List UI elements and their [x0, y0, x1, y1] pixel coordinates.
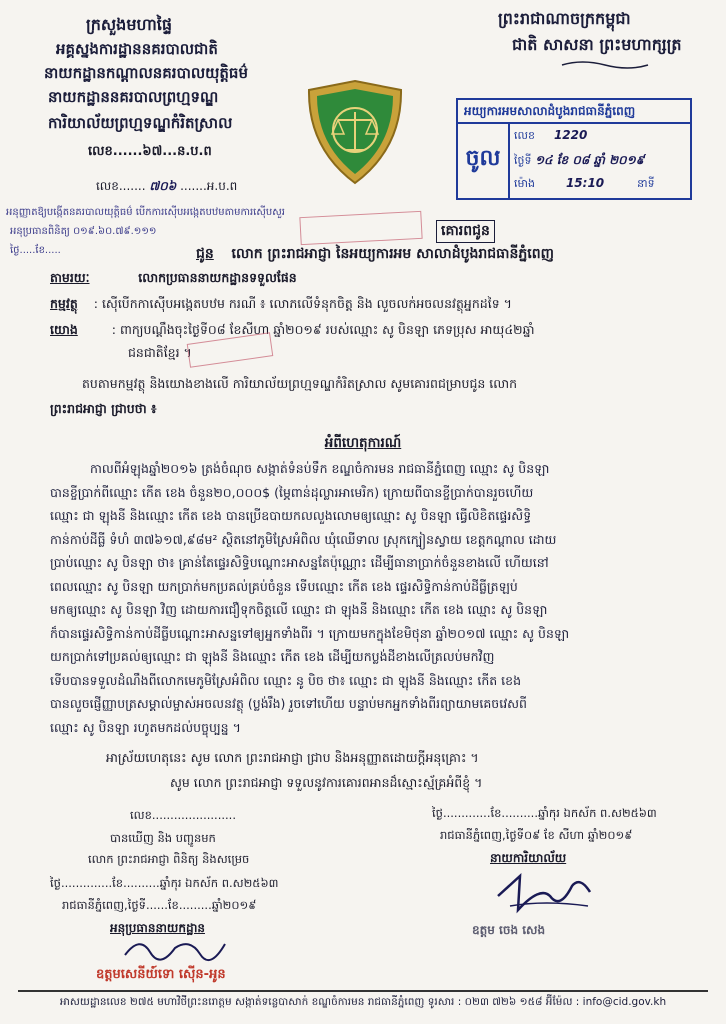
central-department-name: នាយកដ្ឋានកណ្តាលនគរបាលយុត្តិធម៌ [44, 64, 248, 82]
motto: ជាតិ សាសនា ព្រះមហាក្សត្រ [512, 35, 682, 54]
ornament-icon [560, 60, 650, 70]
stamp-time-row: ម៉ោង 15:10 នាទី [514, 176, 655, 190]
left-signature-icon [120, 930, 230, 966]
criminal-department-name: នាយកដ្ឋាននគរបាលព្រហ្មទណ្ឌ [48, 88, 219, 106]
incoming-stamp [456, 98, 692, 200]
stamp-incoming-label: ចូល [458, 122, 510, 198]
body-line: កាលពីអំឡុងឆ្នាំ២០១៦ ត្រង់ចំណុច សង្កាត់ទំនប់ទឹក ខណ្ឌចំការមន រាជធានីភ្នំពេញ ឈ្មោះ សូ បិនឡា [90, 461, 550, 476]
body-line: ក៏បានផ្ទេរសិទ្ធិកាន់កាប់ដីធ្លីបណ្តោះអាសន្នទៅឲ្យអ្នកទាំងពីរ ។ ក្រោយមកក្នុងខែមិថុនា ឆ្នាំ២០១៧ ឈ្មោះ សូ បិនឡា [50, 625, 570, 641]
left-date2: រាជធានីភ្នំពេញ,ថ្ងៃទី......ខែ.........ឆ្នាំ២០១៩ [62, 898, 257, 912]
reference-line2: ជនជាតិខ្មែរ ។ [128, 345, 192, 360]
police-emblem-icon [306, 78, 404, 186]
footer-divider [18, 990, 708, 992]
right-signature-icon [490, 866, 600, 918]
stamp-date-row: ថ្ងៃទី ១៤ ខែ ០៨ ឆ្នាំ ២០១៩ [514, 153, 645, 167]
right-date1: ថ្ងៃ.............ខែ..........ឆ្នាំកុរ ឯកស័ក ព.ស២៥៦៣ [432, 806, 657, 820]
body-line: ទើបបានទទួលដំណឹងពីលោកមេភូមិស្រែអំពិល ឈ្មោះ នូ បិច ថា៖ ឈ្មោះ ជា ឡុងនី និងឈ្មោះ កើត ខេង [50, 672, 522, 688]
addressee: ជូន លោក ព្រះរាជអាជ្ញា នៃអយ្យការអម សាលាដំបូងរាជធានីភ្នំពេញ [196, 246, 554, 262]
via-line: តាមរយៈ លោកប្រធាននាយកដ្ឋានទទួលផែន [50, 270, 297, 285]
body-line: ឈ្មោះ សូ បិនឡា រហូតមកដល់បច្ចុប្បន្ន ។ [50, 719, 241, 735]
body-line: មកឲ្យឈ្មោះ សូ បិនឡា វិញ ដោយការជឿទុកចិត្តលើ ឈ្មោះ ជា ឡុងនី និងឈ្មោះ កើត ខេង ឈ្មោះ សូ បិនឡា [50, 602, 548, 617]
forward-note-line1: អនុញ្ញាតឱ្យបង្កើតនគរបាលយុត្តិធម៌ បើកការស៊ើបអង្កេតបឋមតាមការស៊ើបសួរ [6, 207, 285, 218]
body-line: បានលួចផ្ញើញ្ញាបត្រសម្គាល់ម្ចាស់អចលនវត្ថុ (ប្លង់រឹង) រួចទៅហើយ បន្ទាប់មកអ្នកទាំងពីរព្យាយាមគេចវេសពី [50, 696, 527, 711]
reference-line: យោង : ពាក្យបណ្តឹងចុះថ្ងៃទី០៨ ខែសីហា ឆ្នាំ២០១៩ របស់ឈ្មោះ សូ បិនឡា ភេទប្រុស អាយុ៤២ឆ្នាំ [50, 322, 535, 337]
ministry-name: ក្រសួងមហាផ្ទៃ [86, 15, 173, 34]
body-line: យកប្រាក់ទៅប្រគល់ឲ្យឈ្មោះ ជា ឡុងនី និងឈ្មោះ កើត ខេង ដើម្បីយកប្លង់ដីខាងលើត្រលប់មកវិញ [50, 649, 495, 664]
office-name: ការិយាល័យព្រហ្មទណ្ឌកំរិតស្រាល [48, 114, 233, 132]
ref2-number: លេខ....... ៧០៦ .......អ.ប.ព [96, 179, 238, 193]
right-signer-name: ឧត្តម ចេង សេង [472, 923, 546, 937]
closing-line1: អាស្រ័យហេតុនេះ សូម លោក ព្រះរាជអាជ្ញា ជ្រាប និងអនុញ្ញាតដោយក្តីអនុគ្រោះ ។ [106, 750, 479, 765]
stamp-title: អយ្យការអមសាលាដំបូងរាជធានីភ្នំពេញ [458, 100, 690, 124]
left-signer-name: ឧត្តមសេនីយ៍ទោ ស៊ើន-អូន [96, 967, 226, 982]
body-line: កាន់កាប់ដីធ្លី ទំហំ ៣៧៦១៧,៩៨ម² ស្ថិតនៅភូមិស្រែអំពិល ឃុំឈើទាល ស្រុកក្បៀនស្វាយ ខេត្តកណ្តាល ដោយ [50, 531, 557, 547]
body-line: បានខ្ចីប្រាក់ពីឈ្មោះ កើត ខេង ចំនួន២០,០០០$ (ម្ភៃពាន់ដុល្លារអាមេរិក) ក្រោយពីបានខ្ចីប្រាក់បានរួចហើយ [50, 484, 534, 500]
pink-stamp-top [299, 211, 422, 245]
kingdom-title: ព្រះរាជាណាចក្រកម្ពុជា [498, 9, 631, 28]
body-paragraph [50, 457, 690, 739]
left-ref-no: លេខ....................... [130, 808, 236, 822]
department-name: អគ្គស្នងការដ្ឋាននគរបាលជាតិ [56, 40, 218, 58]
stamp-number-row: លេខ 1220 [514, 128, 588, 142]
closing-line2: សូម លោក ព្រះរាជអាជ្ញា ទទួលនូវការគោរពអានដ៏ស្មោះស្ម័គ្រអំពីខ្ញុំ ។ [170, 775, 483, 790]
right-sign-title: នាយការិយាល័យ [490, 851, 567, 865]
left-line1: បានឃើញ និង បញ្ជូនមក [110, 831, 216, 845]
left-sign-title: អនុប្រធាននាយកដ្ឋាន [110, 921, 205, 935]
body-line: ពេលឈ្មោះ សូ បិនឡា យកប្រាក់មកប្រគល់គ្រប់ចំនួន ទើបឈ្មោះ កើត ខេង ផ្ទេរសិទ្ធិកាន់កាប់ដីធ្លីត្រឡប់ [50, 578, 518, 594]
body-line: ឈ្មោះ ជា ឡុងនី និងឈ្មោះ កើត ខេង បានប្រើឧបាយកលលួងលោមឲ្យឈ្មោះ សូ បិនឡា ធ្វើលិខិតផ្ទេរសិទ្ធិ [50, 508, 532, 523]
intro-line1: តបតាមកម្មវត្ថុ និងយោងខាងលើ ការិយាល័យព្រហ្មទណ្ឌកំរិតស្រាល សូមគោរពជម្រាបជូន លោក [82, 376, 518, 391]
intro-line2: ព្រះរាជអាជ្ញា ជ្រាបថា ៖ [50, 401, 157, 416]
subject-line: កម្មវត្ថុ : ស៊ើបើកកាស៊ើបអង្កេតបឋម ករណី ៖ លោភលើទំនុកចិត្ត និង លួចលក់អចលនវត្ថុអ្នកដទៃ ។ [50, 296, 512, 311]
forward-note-line3: ថ្ងៃ.....ខែ..... [10, 245, 61, 256]
section-title: អំពីហេតុការណ៍ [324, 435, 402, 451]
forward-note-line2: អនុប្រធានពិនិត្យ ០១៩.៦០.៧៩.១១១ [10, 226, 157, 237]
kindly-box: គោរពជូន [436, 220, 495, 243]
left-line2: លោក ព្រះរាជអាជ្ញា ពិនិត្យ និងសម្រេច [88, 852, 250, 866]
body-line: ប្រាប់ឈ្មោះ សូ បិនឡា ថា៖ គ្រាន់តែផ្ទេរសិទ្ធិបណ្តោះអាសន្នតែប៉ុណ្ណោះ ដើម្បីធានាប្រាក់ចំនួនខាងលើ ហើយនៅ [50, 555, 549, 570]
ref-number: លេខ......៦៧...ន.ប.ព [88, 144, 212, 159]
left-date1: ថ្ងៃ..............ខែ..........ឆ្នាំកុរ ឯកស័ក ព.ស២៥៦៣ [50, 876, 279, 890]
footer-address: អាសយដ្ឋានលេខ ២៧៥ មហាវិថីព្រះនរោត្តម សង្កាត់ទន្លេបាសាក់ ខណ្ឌចំការមន រាជធានីភ្នំពេញ ទូរសារ : ០២៣ ៧២៦ ១៥៨ អ៊ីម៉ែល : info@cid.gov.kh [59, 996, 667, 1008]
right-date2: រាជធានីភ្នំពេញ,ថ្ងៃទី០៩ ខែ សីហា ឆ្នាំ២០១៩ [440, 828, 633, 842]
